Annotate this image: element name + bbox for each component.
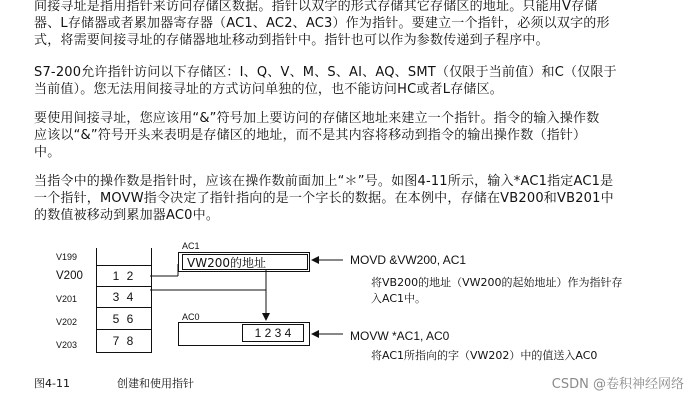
instruction-movd: MOVD &VW200, AC1: [350, 253, 467, 267]
text-line: 一个指针，MOVW指令决定了指针指向的是一个字长的数据。在本例中，存储在VB200和VB201中: [34, 191, 614, 206]
instruction-movw: MOVW *AC1, AC0: [350, 329, 450, 343]
text-line: 要使用间接寻址，您应该用“&”符号加上要访问的存储区地址来建立一个指针。指令的输入操作数: [34, 111, 600, 126]
text-line: 器、L存储器或者累加器寄存器（AC1、AC2、AC3）作为指针。要建立一个指针，必须以双字的形: [34, 16, 610, 31]
text-line: S7-200允许指针访问以下存储区：I、Q、V、M、S、AI、AQ、SMT（仅限于当前值）和C（仅限于: [34, 65, 617, 80]
paragraph-4: [34, 173, 684, 224]
memory-cell-v203: 7 8: [112, 333, 136, 348]
text-line: 的数值被移动到累加器AC0中。: [34, 208, 220, 223]
paragraph-2: [34, 64, 684, 98]
ac0-value-box: [242, 324, 304, 342]
figure-caption-text: 创建和使用指针: [117, 377, 194, 390]
text-line: 当指令中的操作数是指针时，应该在操作数前面加上“＊”号。如图4-11所示，输入*AC1指定AC1是: [34, 174, 614, 189]
text-line: 中。: [34, 145, 61, 160]
text-line: 间接寻址是指用指针来访问存储区数据。指针以双字的形式存储其它存储区的地址。只能用V存储: [34, 0, 598, 14]
ac0-label: AC0: [182, 312, 200, 322]
ac1-value-box: [182, 254, 308, 270]
ac1-value: VW200的地址: [187, 255, 266, 270]
text-line: 式，将需要间接寻址的存储器地址移动到指针中。指针也可以作为参数传递到子程序中。: [34, 33, 549, 48]
memory-cell-v199: [97, 248, 151, 266]
memory-label-v202: V202: [56, 317, 78, 327]
paragraph-1: [34, 0, 684, 49]
instruction-movd-desc-2: 入AC1中。: [371, 292, 427, 305]
instruction-movd-desc-1: 将VB200的地址（VW200的起始地址）作为指针存: [371, 276, 623, 289]
memory-label-v203: V203: [56, 340, 78, 350]
memory-cell-v201: 3 4: [97, 287, 151, 308]
memory-label-v201: V201: [56, 294, 78, 304]
text-line: 当前值）。您无法用间接寻址的方式访问单独的位，也不能访问HC或者L存储区。: [34, 82, 503, 97]
ac1-label: AC1: [182, 241, 200, 251]
instruction-movw-desc: 将AC1所指向的字（VW202）中的值送入AC0: [371, 349, 598, 362]
memory-cell-v202: 5 6: [97, 308, 151, 330]
memory-label-v200: V200: [56, 270, 83, 282]
memory-column: [96, 248, 152, 353]
memory-cell-v200: 1 2: [97, 266, 151, 287]
figure-caption-number: 图4-11: [34, 377, 70, 390]
memory-label-v199: V199: [56, 252, 78, 262]
paragraph-3: [34, 110, 684, 161]
text-line: 应该以“&”符号开头来表明是存储区的地址，而不是其内容将移动到指令的输出操作数（指针）: [34, 128, 587, 143]
ac0-value: 1 2 3 4: [254, 326, 292, 340]
watermark: CSDN @卷积神经网络: [551, 377, 684, 392]
